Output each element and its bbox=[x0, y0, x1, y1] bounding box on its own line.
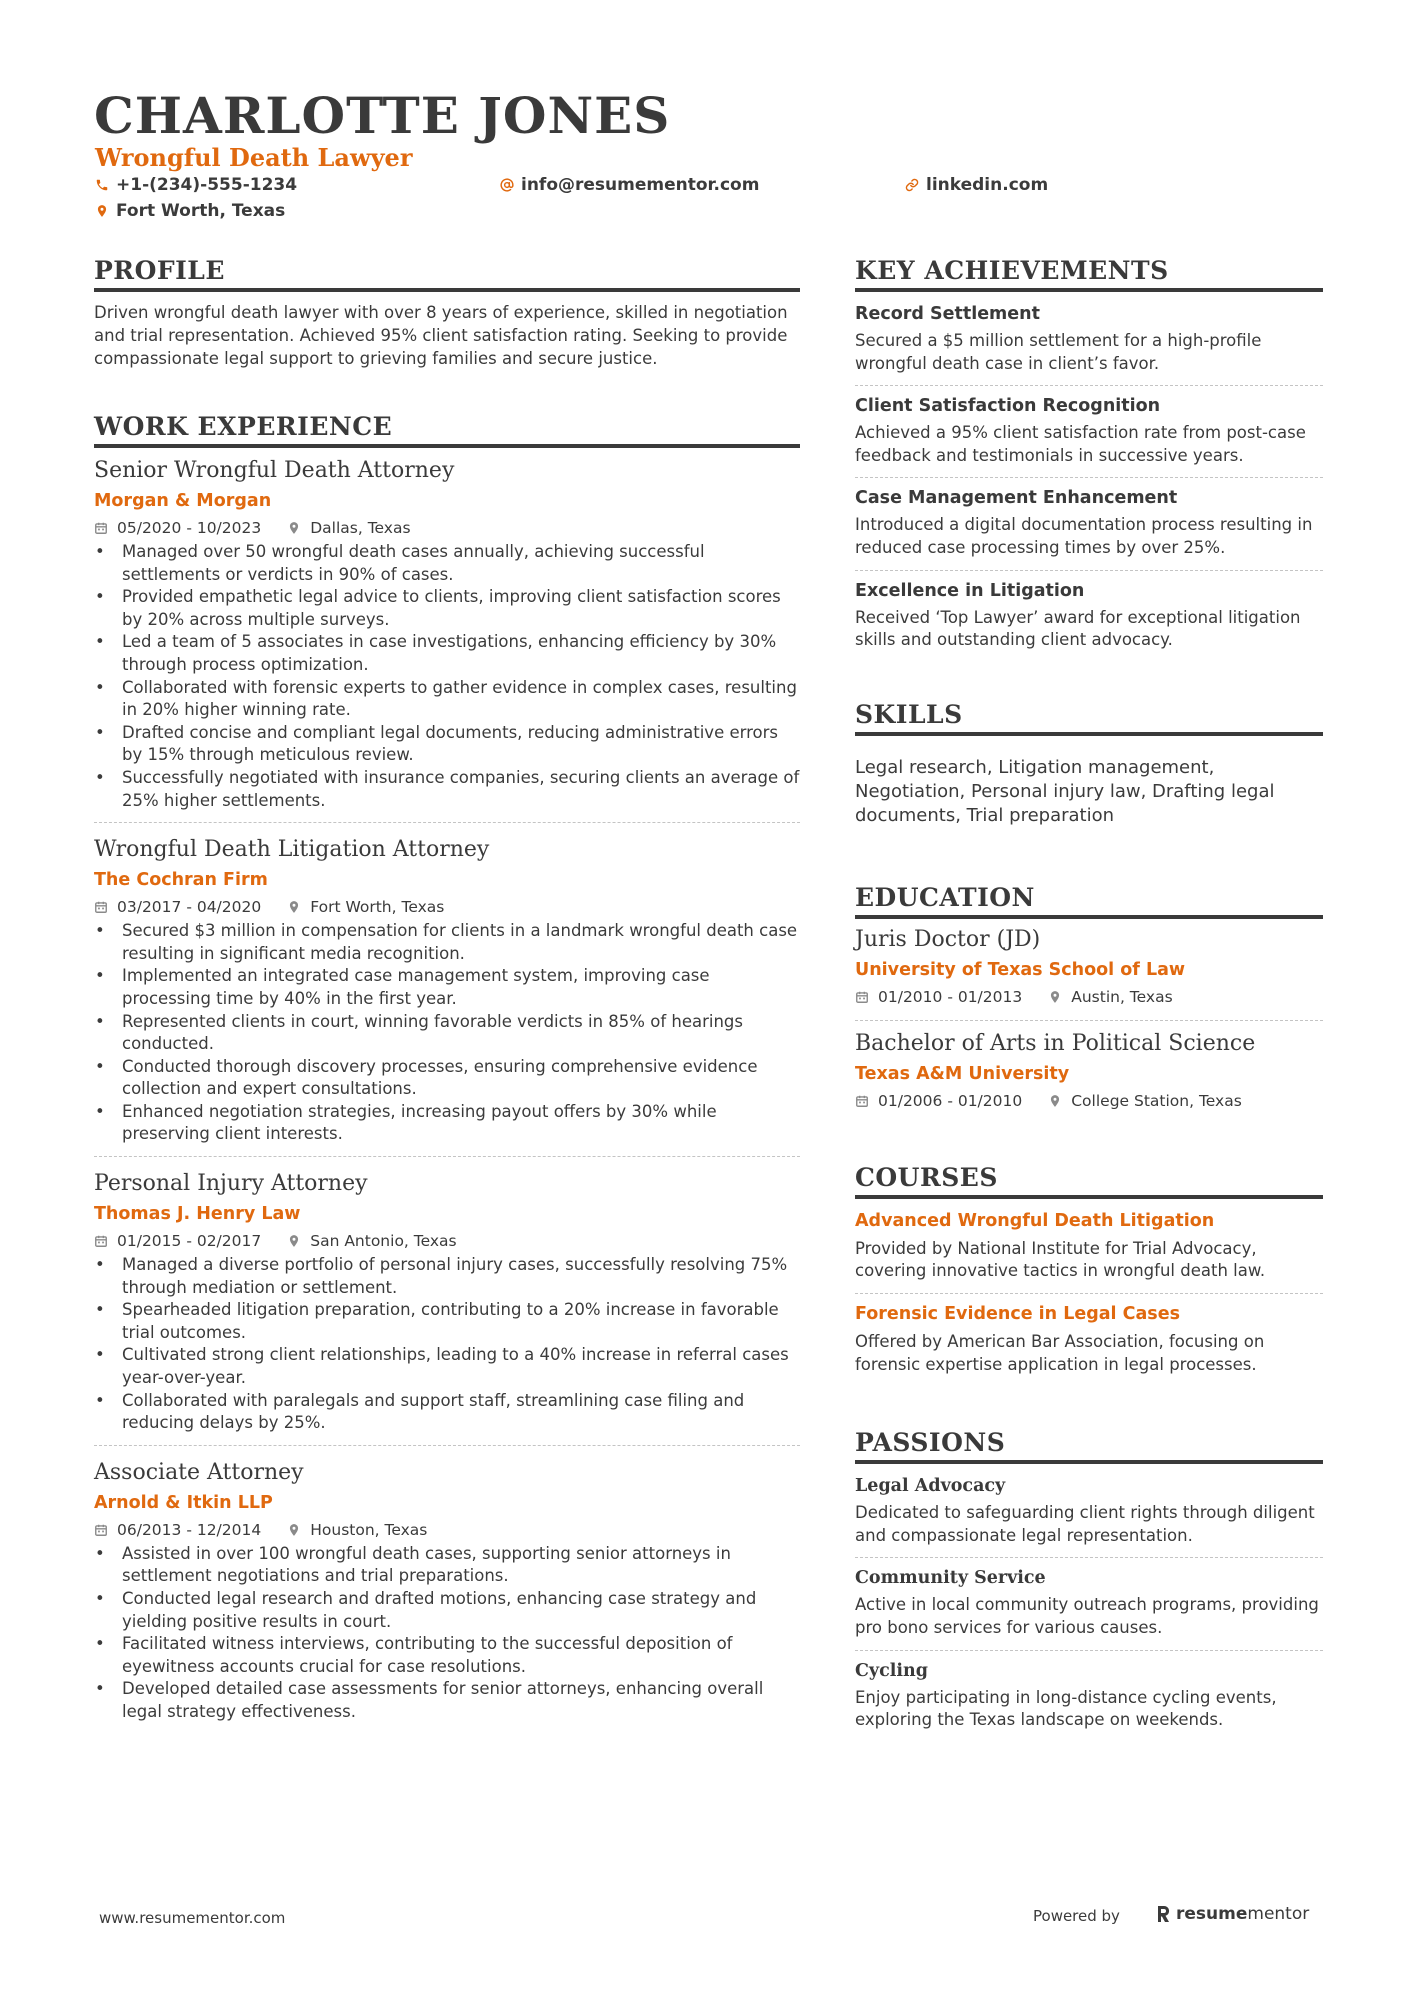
passions-section bbox=[855, 1428, 1323, 1742]
left-column bbox=[94, 256, 800, 1746]
skills-section bbox=[855, 700, 1323, 828]
education-list bbox=[855, 925, 1323, 1124]
course-item bbox=[855, 1201, 1323, 1294]
company-name: Thomas J. Henry Law bbox=[94, 1204, 301, 1225]
job-bullet: • Successfully negotiated with insurance companies, securing clients an average of 25% higher settlements. bbox=[94, 767, 800, 812]
job-bullet: • Provided empathetic legal advice to clients, improving client satisfaction scores by 20% across multiple surveys. bbox=[94, 586, 800, 631]
achievements-heading: KEY ACHIEVEMENTS bbox=[855, 256, 1323, 292]
footer-brand-logo[interactable] bbox=[1155, 1904, 1309, 1924]
passion-title: Cycling bbox=[855, 1660, 929, 1681]
experience-section bbox=[94, 412, 800, 1734]
job-bullet: • Collaborated with forensic experts to gather evidence in complex cases, resulting in 20% higher winning rate. bbox=[94, 677, 800, 722]
education-location-text: Austin, Texas bbox=[1071, 987, 1173, 1006]
profile-text: Driven wrongful death lawyer with over 8 years of experience, skilled in negotiation and trial representation. Achieved 95% client satisfaction rating. Seeking to provide compassionate legal support to grieving families and secure justice. bbox=[94, 303, 788, 368]
job-title: Associate Attorney bbox=[94, 1459, 304, 1485]
skills-text: Legal research, Litigation management, Negotiation, Personal injury law, Drafting legal documents, Trial preparation bbox=[855, 756, 1275, 826]
job-bullet: • Developed detailed case assessments for senior attorneys, enhancing overall legal strategy effectiveness. bbox=[94, 1678, 800, 1723]
course-title: Forensic Evidence in Legal Cases bbox=[855, 1303, 1181, 1324]
passion-list bbox=[855, 1466, 1323, 1742]
education-meta bbox=[855, 1090, 1323, 1112]
achievement-title: Case Management Enhancement bbox=[855, 488, 1178, 509]
skills-heading: SKILLS bbox=[855, 700, 1323, 736]
contact-location bbox=[95, 200, 285, 222]
education-location bbox=[1048, 1090, 1242, 1112]
education-dates: 01/2010 - 01/2013 bbox=[878, 987, 1023, 1006]
job-title: Senior Wrongful Death Attorney bbox=[94, 458, 455, 483]
achievement-title: Excellence in Litigation bbox=[855, 580, 1085, 601]
job-bullet: • Collaborated with paralegals and support staff, streamlining case filing and reducing delays by 25%. bbox=[94, 1390, 800, 1435]
job-location-text: Fort Worth, Texas bbox=[310, 898, 445, 917]
job-entry bbox=[94, 1169, 800, 1446]
school-name: Texas A&M University bbox=[855, 1063, 1070, 1084]
candidate-title: Wrongful Death Lawyer bbox=[95, 143, 413, 172]
job-location bbox=[287, 896, 444, 918]
company-name: The Cochran Firm bbox=[94, 870, 268, 891]
achievement-title: Client Satisfaction Recognition bbox=[855, 396, 1161, 417]
passion-desc: Enjoy participating in long-distance cycling events, exploring the Texas landscape on weekends. bbox=[855, 1687, 1277, 1730]
education-heading: EDUCATION bbox=[855, 883, 1323, 919]
job-location-text: Houston, Texas bbox=[310, 1520, 428, 1539]
experience-heading: WORK EXPERIENCE bbox=[94, 412, 800, 448]
courses-heading: COURSES bbox=[855, 1163, 1323, 1199]
school-name: University of Texas School of Law bbox=[855, 959, 1186, 980]
achievement-list bbox=[855, 294, 1323, 662]
job-dates: 03/2017 - 04/2020 bbox=[117, 898, 262, 917]
job-meta bbox=[94, 1230, 800, 1252]
passion-title: Community Service bbox=[855, 1568, 1046, 1589]
contact-linkedin[interactable] bbox=[905, 174, 1048, 196]
job-bullet: • Conducted thorough discovery processes, ensuring comprehensive evidence collection and expert consultations. bbox=[94, 1056, 800, 1101]
location-pin-icon bbox=[287, 900, 301, 914]
job-location bbox=[287, 1519, 427, 1541]
calendar-icon bbox=[855, 1094, 869, 1108]
education-section bbox=[855, 883, 1323, 1124]
passion-title: Legal Advocacy bbox=[855, 1476, 1006, 1497]
job-dates: 06/2013 - 12/2014 bbox=[117, 1520, 262, 1539]
calendar-icon bbox=[94, 1523, 108, 1537]
job-meta bbox=[94, 517, 800, 539]
achievements-section bbox=[855, 256, 1323, 662]
contact-email[interactable] bbox=[500, 174, 759, 196]
right-column bbox=[855, 256, 1323, 1742]
education-location bbox=[1048, 986, 1172, 1008]
phone-text: +1-(234)-555-1234 bbox=[116, 175, 298, 195]
location-pin-icon bbox=[1048, 1094, 1062, 1108]
job-bullet: • Facilitated witness interviews, contributing to the successful deposition of eyewitness accounts crucial for case resolutions. bbox=[94, 1633, 800, 1678]
company-name: Morgan & Morgan bbox=[94, 491, 272, 511]
job-bullet: • Led a team of 5 associates in case investigations, enhancing efficiency by 30% through process optimization. bbox=[94, 631, 800, 676]
calendar-icon bbox=[855, 990, 869, 1004]
job-bullet: • Implemented an integrated case management system, improving case processing time by 40% in the first year. bbox=[94, 965, 800, 1010]
achievement-desc: Secured a $5 million settlement for a high-profile wrongful death case in client’s favor. bbox=[855, 331, 1262, 373]
job-bullet-list bbox=[94, 541, 800, 812]
brand-name-light: mentor bbox=[1247, 1904, 1310, 1924]
profile-heading: PROFILE bbox=[94, 256, 800, 292]
job-bullet: • Enhanced negotiation strategies, increasing payout offers by 30% while preserving client interests. bbox=[94, 1101, 800, 1146]
passion-item bbox=[855, 1651, 1323, 1742]
job-location bbox=[287, 1230, 456, 1252]
achievement-item bbox=[855, 386, 1323, 478]
job-bullet: • Drafted concise and compliant legal documents, reducing administrative errors by 15% through meticulous review. bbox=[94, 722, 800, 767]
course-desc: Provided by National Institute for Trial Advocacy, covering innovative tactics in wrongful death law. bbox=[855, 1238, 1266, 1281]
education-location-text: College Station, Texas bbox=[1071, 1091, 1242, 1110]
job-location-text: Dallas, Texas bbox=[310, 519, 411, 537]
course-list bbox=[855, 1201, 1323, 1386]
job-bullet-list bbox=[94, 1254, 800, 1435]
location-pin-icon bbox=[287, 521, 301, 535]
education-dates: 01/2006 - 01/2010 bbox=[878, 1091, 1023, 1110]
education-item bbox=[855, 1029, 1323, 1124]
job-bullet-list bbox=[94, 1543, 800, 1724]
job-bullet: • Managed over 50 wrongful death cases annually, achieving successful settlements or verdicts in 90% of cases. bbox=[94, 541, 800, 586]
calendar-icon bbox=[94, 521, 108, 535]
passion-desc: Active in local community outreach programs, providing pro bono services for various causes. bbox=[855, 1595, 1319, 1637]
achievement-desc: Introduced a digital documentation process resulting in reduced case processing times by over 25%. bbox=[855, 515, 1313, 557]
achievement-item bbox=[855, 294, 1323, 386]
contact-phone bbox=[95, 174, 297, 196]
job-dates: 01/2015 - 02/2017 bbox=[117, 1232, 262, 1251]
passion-item bbox=[855, 1466, 1323, 1558]
education-item bbox=[855, 925, 1323, 1021]
achievement-desc: Achieved a 95% client satisfaction rate from post-case feedback and testimonials in successive years. bbox=[855, 423, 1306, 465]
achievement-title: Record Settlement bbox=[855, 304, 1040, 324]
job-meta bbox=[94, 896, 800, 918]
passion-item bbox=[855, 1558, 1323, 1650]
at-sign-icon bbox=[500, 178, 514, 192]
candidate-name: CHARLOTTE JONES bbox=[94, 86, 671, 145]
achievement-desc: Received ‘Top Lawyer’ award for exceptional litigation skills and outstanding client advocacy. bbox=[855, 607, 1301, 650]
location-text: Fort Worth, Texas bbox=[116, 201, 286, 221]
achievement-item bbox=[855, 571, 1323, 662]
courses-section bbox=[855, 1163, 1323, 1386]
company-name: Arnold & Itkin LLP bbox=[94, 1492, 273, 1513]
job-list bbox=[94, 456, 800, 1734]
job-bullet: • Represented clients in court, winning favorable verdicts in 85% of hearings conducted. bbox=[94, 1011, 800, 1056]
job-bullet: • Conducted legal research and drafted motions, enhancing case strategy and yielding positive results in court. bbox=[94, 1588, 800, 1633]
calendar-icon bbox=[94, 1234, 108, 1248]
job-title: Wrongful Death Litigation Attorney bbox=[94, 837, 490, 863]
phone-icon bbox=[95, 178, 109, 192]
footer-powered-by: Powered by bbox=[1033, 1907, 1120, 1925]
job-bullet: • Cultivated strong client relationships, leading to a 40% increase in referral cases year-over-year. bbox=[94, 1344, 800, 1389]
job-entry bbox=[94, 456, 800, 823]
job-location-text: San Antonio, Texas bbox=[310, 1232, 457, 1251]
calendar-icon bbox=[94, 900, 108, 914]
achievement-item bbox=[855, 478, 1323, 570]
job-bullet: • Managed a diverse portfolio of personal injury cases, successfully resolving 75% through mediation or settlement. bbox=[94, 1254, 800, 1299]
email-text[interactable]: info@resumementor.com bbox=[521, 175, 760, 195]
course-desc: Offered by American Bar Association, focusing on forensic expertise application in legal processes. bbox=[855, 1331, 1265, 1374]
location-pin-icon bbox=[287, 1523, 301, 1537]
job-bullet: • Assisted in over 100 wrongful death cases, supporting senior attorneys in settlement negotiations and trial preparations. bbox=[94, 1543, 800, 1588]
linkedin-text[interactable]: linkedin.com bbox=[926, 175, 1049, 195]
degree-name: Bachelor of Arts in Political Science bbox=[855, 1030, 1256, 1056]
job-entry bbox=[94, 1458, 800, 1734]
job-title: Personal Injury Attorney bbox=[94, 1171, 368, 1197]
location-pin-icon bbox=[95, 204, 109, 218]
passions-heading: PASSIONS bbox=[855, 1428, 1323, 1464]
profile-section bbox=[94, 256, 800, 370]
job-meta bbox=[94, 1519, 800, 1541]
resumementor-logo-icon bbox=[1155, 1904, 1171, 1924]
location-pin-icon bbox=[287, 1234, 301, 1248]
job-location bbox=[287, 517, 410, 539]
brand-name-bold: resume bbox=[1176, 1904, 1248, 1924]
job-bullet: • Spearheaded litigation preparation, contributing to a 20% increase in favorable trial outcomes. bbox=[94, 1299, 800, 1344]
passion-desc: Dedicated to safeguarding client rights through diligent and compassionate legal representation. bbox=[855, 1503, 1315, 1545]
location-pin-icon bbox=[1048, 990, 1062, 1004]
education-meta bbox=[855, 986, 1323, 1008]
job-bullet: • Secured $3 million in compensation for clients in a landmark wrongful death case resulting in significant media recognition. bbox=[94, 920, 800, 965]
footer-website[interactable]: www.resumementor.com bbox=[99, 1909, 286, 1927]
course-item bbox=[855, 1294, 1323, 1386]
job-bullet-list bbox=[94, 920, 800, 1146]
link-icon bbox=[905, 178, 919, 192]
course-title: Advanced Wrongful Death Litigation bbox=[855, 1210, 1215, 1231]
job-dates: 05/2020 - 10/2023 bbox=[117, 519, 262, 537]
degree-name: Juris Doctor (JD) bbox=[855, 926, 1041, 952]
job-entry bbox=[94, 835, 800, 1157]
